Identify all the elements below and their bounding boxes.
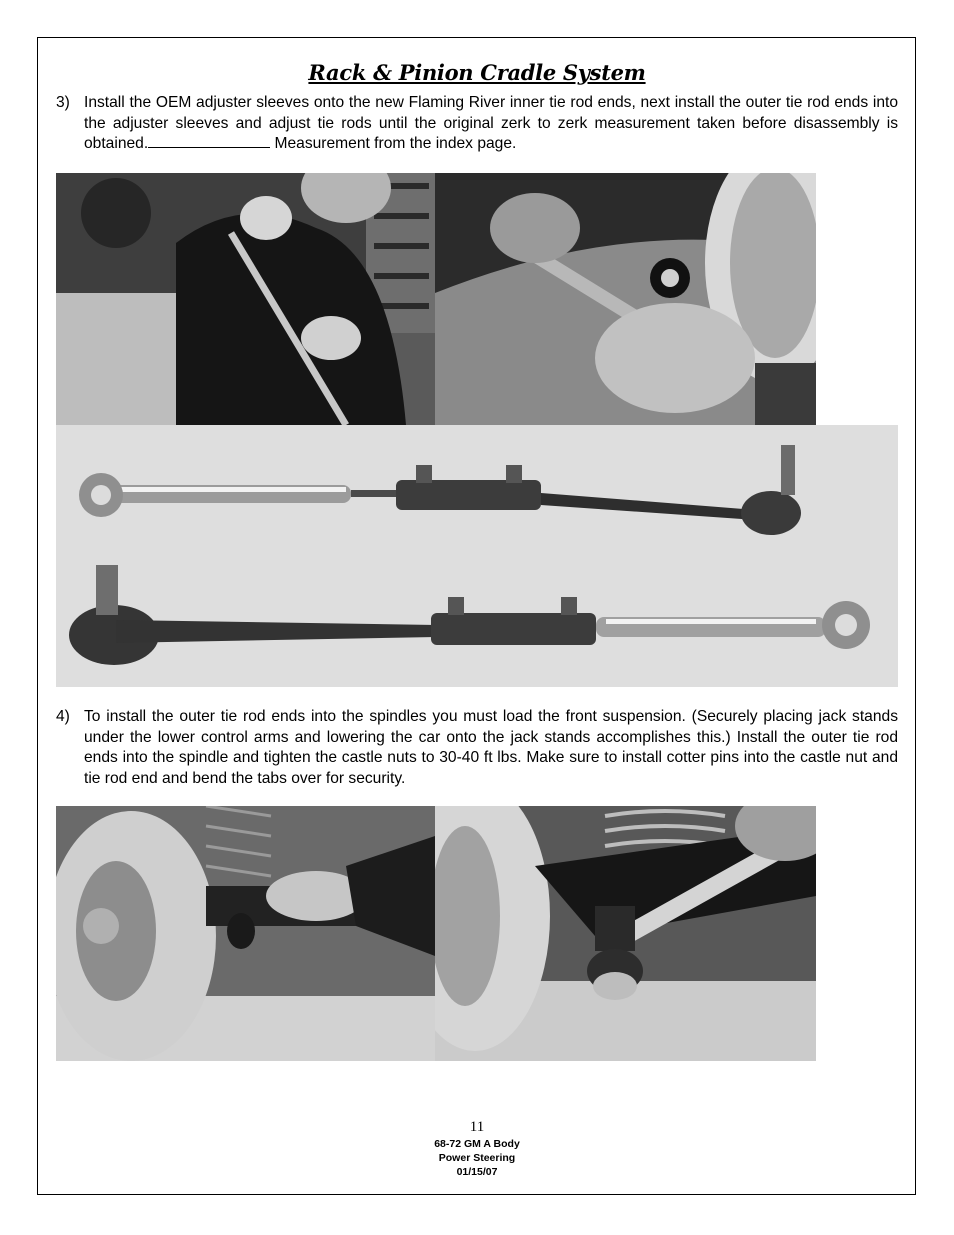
step-4: [56, 707, 898, 789]
step-text: To install the outer tie rod ends into the spindles you must load the front suspension. (Securely placing jack stands under the lower control arms and lowering the car onto the jack stands accomplishes this.) Install the outer tie rod ends into the spindle and tighten the castle nuts to 30-40 ft lbs. Make sure to install cotter pins into the castle nut and tie rod end and bend the tabs over for security.: [84, 708, 898, 787]
footer-info: [0, 1137, 954, 1179]
step-text: Install the OEM adjuster sleeves onto the new Flaming River inner tie rod ends, next install the outer tie rod ends into the adjuster sleeves and adjust tie rods until the original zerk to zerk measurement taken before disassembly is obtained. Measurement from the index page.: [84, 94, 898, 152]
footer-line: 01/15/07: [456, 1166, 498, 1178]
footer-line: 68-72 GM A Body: [434, 1138, 520, 1150]
photo-man-with-wrench: [56, 173, 435, 425]
footer-line: Power Steering: [438, 1152, 516, 1164]
measurement-blank: [148, 134, 270, 148]
photo-tie-rod-end-installed: [435, 806, 816, 1061]
page-title: Rack & Pinion Cradle System: [308, 60, 646, 85]
photo-installing-tie-rod-at-spindle: [56, 806, 435, 1061]
step-number: 4): [56, 708, 70, 725]
step-3: [56, 93, 898, 155]
page-number: 11: [469, 1119, 485, 1135]
step-number: 3): [56, 94, 70, 111]
photo-wrench-on-tie-rod: [435, 173, 816, 425]
photo-two-tie-rod-assemblies: [56, 425, 898, 687]
